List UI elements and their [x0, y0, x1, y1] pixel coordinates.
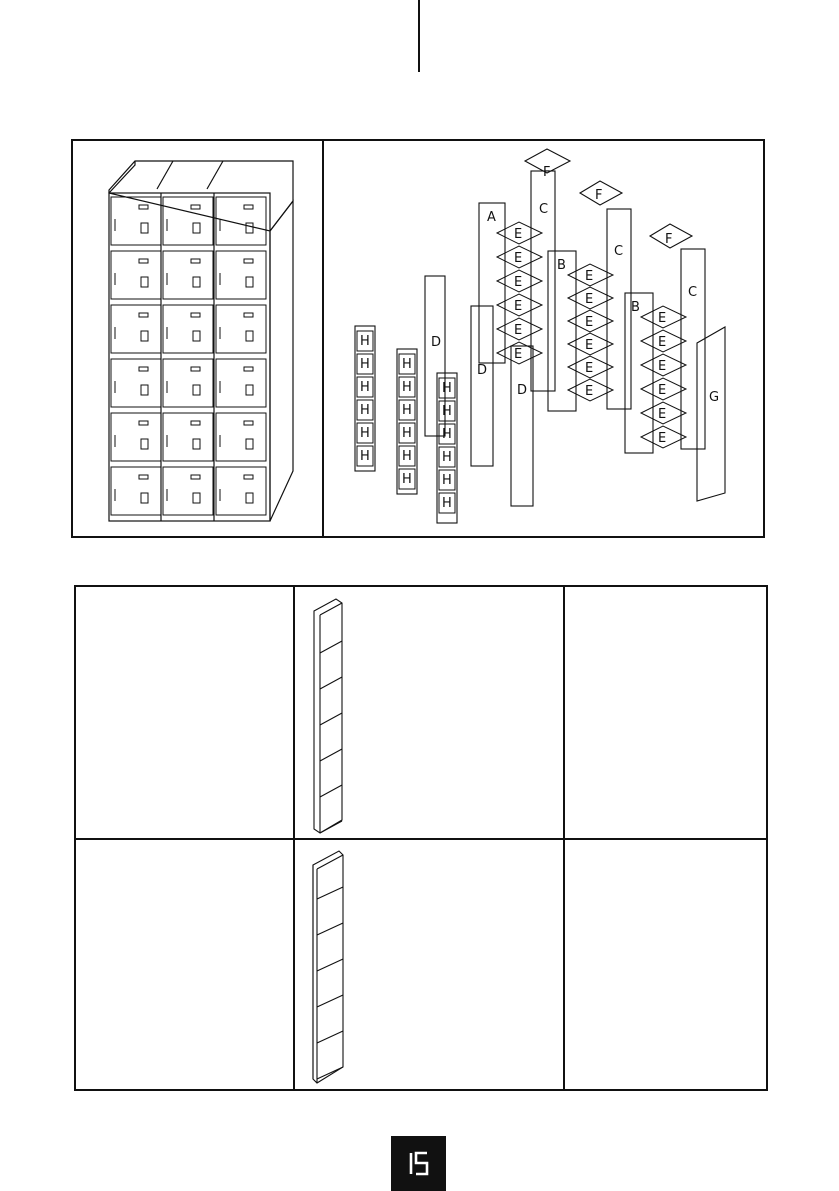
- label-h: H: [402, 357, 412, 372]
- label-f-2: F: [595, 188, 603, 203]
- locker-door: [216, 359, 266, 407]
- door-label-plate: [139, 367, 148, 371]
- door-vent: [246, 493, 253, 503]
- label-e: E: [514, 275, 523, 290]
- assembled-locker-illustration: [73, 141, 318, 536]
- label-e: E: [585, 315, 594, 330]
- label-d-1: D: [431, 335, 442, 350]
- label-e: E: [658, 359, 667, 374]
- label-h: H: [360, 426, 370, 441]
- door-vent: [141, 493, 148, 503]
- panel-rung: [317, 1067, 343, 1079]
- door-vent: [141, 331, 148, 341]
- door-vent: [193, 277, 200, 287]
- label-f-1: F: [543, 165, 551, 180]
- door-label-plate: [139, 313, 148, 317]
- door-label-plate: [244, 367, 253, 371]
- label-h: H: [402, 449, 412, 464]
- label-h: H: [442, 381, 452, 396]
- label-e: E: [658, 431, 667, 446]
- locker-door: [163, 197, 213, 245]
- panel-rung: [320, 641, 342, 653]
- door-label-plate: [139, 475, 148, 479]
- label-e: E: [658, 407, 667, 422]
- locker-door: [163, 413, 213, 461]
- label-d-2: D: [477, 363, 488, 378]
- locker-door: [111, 197, 161, 245]
- table-row-divider: [76, 838, 766, 840]
- door-label-plate: [244, 313, 253, 317]
- door-vent: [193, 439, 200, 449]
- label-h: H: [360, 380, 370, 395]
- door-label-plate: [191, 313, 200, 317]
- door-vent: [246, 277, 253, 287]
- door-label-plate: [244, 259, 253, 263]
- label-h: H: [442, 473, 452, 488]
- label-a: A: [487, 210, 496, 225]
- door-vent: [246, 439, 253, 449]
- locker-door: [111, 413, 161, 461]
- door-vent: [193, 223, 200, 233]
- door-vent: [246, 385, 253, 395]
- label-h: H: [442, 496, 452, 511]
- label-e: E: [514, 251, 523, 266]
- label-e: E: [514, 323, 523, 338]
- door-label-plate: [191, 205, 200, 209]
- door-vent: [193, 493, 200, 503]
- locker-door: [216, 467, 266, 515]
- label-e: E: [658, 383, 667, 398]
- locker-door: [216, 413, 266, 461]
- door-label-plate: [191, 421, 200, 425]
- label-h: H: [402, 472, 412, 487]
- locker-door: [163, 467, 213, 515]
- door-label-plate: [139, 421, 148, 425]
- label-d-3: D: [517, 383, 528, 398]
- label-b-2: B: [631, 300, 640, 315]
- overview-panel: [71, 139, 765, 538]
- door-label-plate: [191, 475, 200, 479]
- label-c-2: C: [614, 244, 624, 259]
- locker-door: [216, 251, 266, 299]
- exploded-view-diagram: [325, 141, 765, 536]
- label-c-3: C: [688, 285, 698, 300]
- label-h: H: [442, 427, 452, 442]
- locker-door: [216, 305, 266, 353]
- locker-door: [111, 359, 161, 407]
- door-vent: [193, 331, 200, 341]
- brand-logo: [391, 1136, 446, 1191]
- brand-logo-icon: [391, 1136, 446, 1191]
- locker-door: [111, 251, 161, 299]
- label-g: G: [709, 390, 720, 405]
- door-vent: [141, 277, 148, 287]
- label-h: H: [360, 449, 370, 464]
- label-h: H: [402, 380, 412, 395]
- label-e: E: [514, 347, 523, 362]
- panel-rung: [320, 713, 342, 725]
- label-h: H: [402, 426, 412, 441]
- label-e: E: [585, 292, 594, 307]
- panel-rung: [317, 959, 343, 971]
- label-e: E: [585, 384, 594, 399]
- label-e: E: [514, 227, 523, 242]
- panel-rung: [320, 677, 342, 689]
- locker-door: [163, 305, 213, 353]
- label-e: E: [658, 311, 667, 326]
- door-vent: [141, 223, 148, 233]
- label-h: H: [360, 357, 370, 372]
- overview-divider: [322, 141, 324, 536]
- parts-table: [74, 585, 768, 1091]
- door-vent: [246, 331, 253, 341]
- door-vent: [246, 223, 253, 233]
- label-c-1: C: [539, 202, 549, 217]
- top-divider: [418, 0, 420, 72]
- locker-door: [111, 305, 161, 353]
- panel-rung: [320, 821, 342, 833]
- door-label-plate: [139, 259, 148, 263]
- locker-door: [163, 359, 213, 407]
- panel-rung: [317, 887, 343, 899]
- label-f-3: F: [665, 232, 673, 247]
- door-label-plate: [244, 421, 253, 425]
- panel-rung: [320, 749, 342, 761]
- label-e: E: [514, 299, 523, 314]
- label-b-1: B: [557, 258, 566, 273]
- panel-rung: [317, 1031, 343, 1043]
- locker-door: [216, 197, 266, 245]
- panel-rung: [320, 785, 342, 797]
- label-h: H: [402, 403, 412, 418]
- door-vent: [141, 385, 148, 395]
- door-vent: [193, 385, 200, 395]
- panel-rung: [317, 923, 343, 935]
- label-h: H: [360, 334, 370, 349]
- label-e: E: [658, 335, 667, 350]
- locker-door: [163, 251, 213, 299]
- label-h: H: [442, 404, 452, 419]
- label-e: E: [585, 338, 594, 353]
- door-label-plate: [244, 475, 253, 479]
- part-panel-illustration-1: [308, 595, 368, 835]
- door-label-plate: [191, 367, 200, 371]
- label-e: E: [585, 269, 594, 284]
- part-panel-illustration-2: [305, 849, 365, 1089]
- label-h: H: [360, 403, 370, 418]
- door-vent: [141, 439, 148, 449]
- panel-rung: [317, 995, 343, 1007]
- label-e: E: [585, 361, 594, 376]
- door-label-plate: [191, 259, 200, 263]
- door-label-plate: [139, 205, 148, 209]
- label-h: H: [442, 450, 452, 465]
- door-label-plate: [244, 205, 253, 209]
- locker-door: [111, 467, 161, 515]
